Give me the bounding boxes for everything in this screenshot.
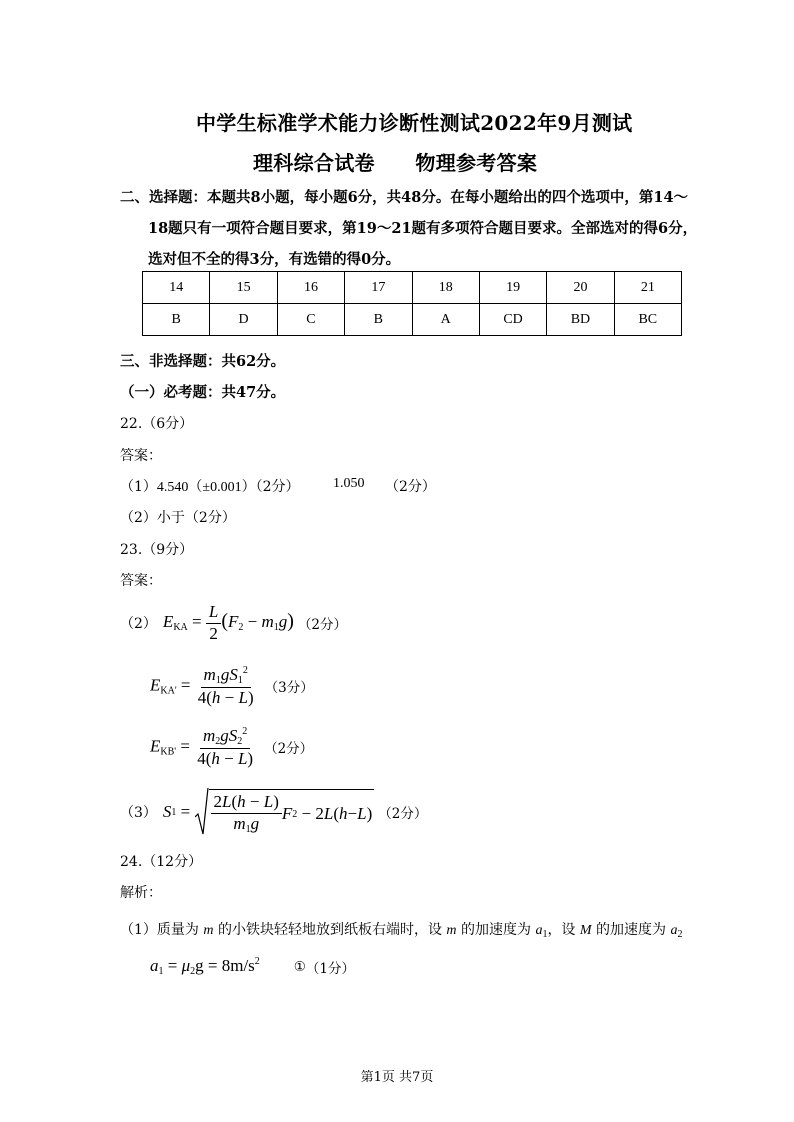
var-m: m <box>203 923 214 938</box>
q22-part1-points1: （2分） <box>255 479 300 495</box>
q24-part1-text <box>120 919 682 940</box>
q24-text-segment: ，设 <box>547 922 576 938</box>
q23-eq4-points: （2分） <box>378 806 428 822</box>
formula-s1: S 1 = $\frac{2L(h - L)}{m_1g}$ F 2 − 2 L ( h − L ) <box>163 787 374 837</box>
q24-text-segment: 的小铁块轻轻地放到纸板右端时，设 <box>217 922 442 938</box>
q22-part1-prefix: （1） <box>120 479 157 495</box>
q22-part1 <box>120 476 300 496</box>
table-cell: D <box>210 304 277 336</box>
table-cell: 16 <box>277 272 344 304</box>
formula-a1-value: 8m/s <box>221 956 255 975</box>
table-cell: 14 <box>143 272 210 304</box>
q23-equation-2 <box>150 665 314 708</box>
table-cell: 18 <box>412 272 479 304</box>
table-cell: 15 <box>210 272 277 304</box>
var-a1: $a_1$ <box>535 923 548 940</box>
answer-row <box>143 304 682 336</box>
sqrt-icon <box>195 787 209 837</box>
q24-text-segment: 的加速度为 <box>460 922 531 938</box>
table-cell: C <box>277 304 344 336</box>
formula-ek-a: $E_{KA}$ = $\frac{L}{2}$ $(F_2 - m_1g)$ <box>162 602 294 643</box>
q22-part1-value2: 1.050 <box>333 476 365 491</box>
q22-label: 22.（6分） <box>120 416 194 432</box>
table-cell: BD <box>547 304 614 336</box>
q23-part3-prefix: （3） <box>120 805 157 821</box>
q24-eq-marker: ① <box>293 958 306 975</box>
required-heading: （一）必考题：共47分。 <box>120 384 286 401</box>
q23-equation-1 <box>120 603 347 643</box>
q23-eq1-points: （2分） <box>297 617 348 634</box>
table-cell: B <box>143 304 210 336</box>
table-cell: 20 <box>547 272 614 304</box>
q24-eq-points: （1分） <box>305 960 355 977</box>
section2-intro-line-2: 18题只有一项符合题目要求，第19～21题有多项符合题目要求。全部选对的得6分， <box>148 220 698 237</box>
var-m: m <box>446 923 457 938</box>
q24-analysis-label: 解析： <box>120 885 162 901</box>
table-cell: 17 <box>345 272 412 304</box>
q23-label: 23.（9分） <box>120 542 194 558</box>
q24-text-segment: 的加速度为 <box>596 922 667 938</box>
page-footer: 第1页 共7页 <box>360 1070 434 1085</box>
table-cell: CD <box>479 304 546 336</box>
q24-equation-1 <box>150 956 355 977</box>
q22-part1-value1: 4.540（±0.001） <box>156 480 256 495</box>
section2-intro-line-1: 二、选择题：本题共8小题，每小题6分，共48分。在每小题给出的四个选项中，第14～ <box>120 189 689 206</box>
table-cell: 19 <box>479 272 546 304</box>
q22-part1-points2: （2分） <box>385 479 436 495</box>
section3-heading: 三、非选择题：共62分。 <box>120 353 286 370</box>
table-cell: 21 <box>614 272 681 304</box>
q23-equation-4 <box>120 787 427 837</box>
section2-intro-line-3: 选对但不全的得3分，有选错的得0分。 <box>148 251 401 268</box>
table-cell: B <box>345 304 412 336</box>
var-a2: $a_2$ <box>670 923 683 940</box>
answer-table <box>142 271 682 336</box>
formula-ek-a-prime: $E_{KA'}$ = $\frac{m_1gS_1^2}{4(h - L)}$ <box>150 665 254 707</box>
q23-eq3-points: （2分） <box>264 741 314 758</box>
formula-a1: $a_1 = \mu_2g = 8m/s^2$ <box>150 956 260 977</box>
table-cell: BC <box>614 304 681 336</box>
q23-part2-prefix: （2） <box>120 616 157 633</box>
q24-label: 24.（12分） <box>120 854 203 870</box>
q23-answer-label: 答案： <box>120 573 162 589</box>
question-number-row <box>143 272 682 304</box>
q22-answer-label: 答案： <box>120 448 162 464</box>
var-big-m: M <box>579 923 592 938</box>
q24-text-segment: （1）质量为 <box>120 922 199 938</box>
page-title: 中学生标准学术能力诊断性测试2022年9月测试 <box>196 111 633 135</box>
q23-eq2-points: （3分） <box>264 680 314 697</box>
q23-equation-3 <box>150 726 313 769</box>
table-cell: A <box>412 304 479 336</box>
q22-part2: （2）小于（2分） <box>120 510 236 526</box>
formula-ek-b-prime: $E_{KB'}$ = $\frac{m_2gS_2^2}{4(h - L)}$ <box>150 726 254 768</box>
page-subtitle: 理科综合试卷 物理参考答案 <box>253 151 538 175</box>
